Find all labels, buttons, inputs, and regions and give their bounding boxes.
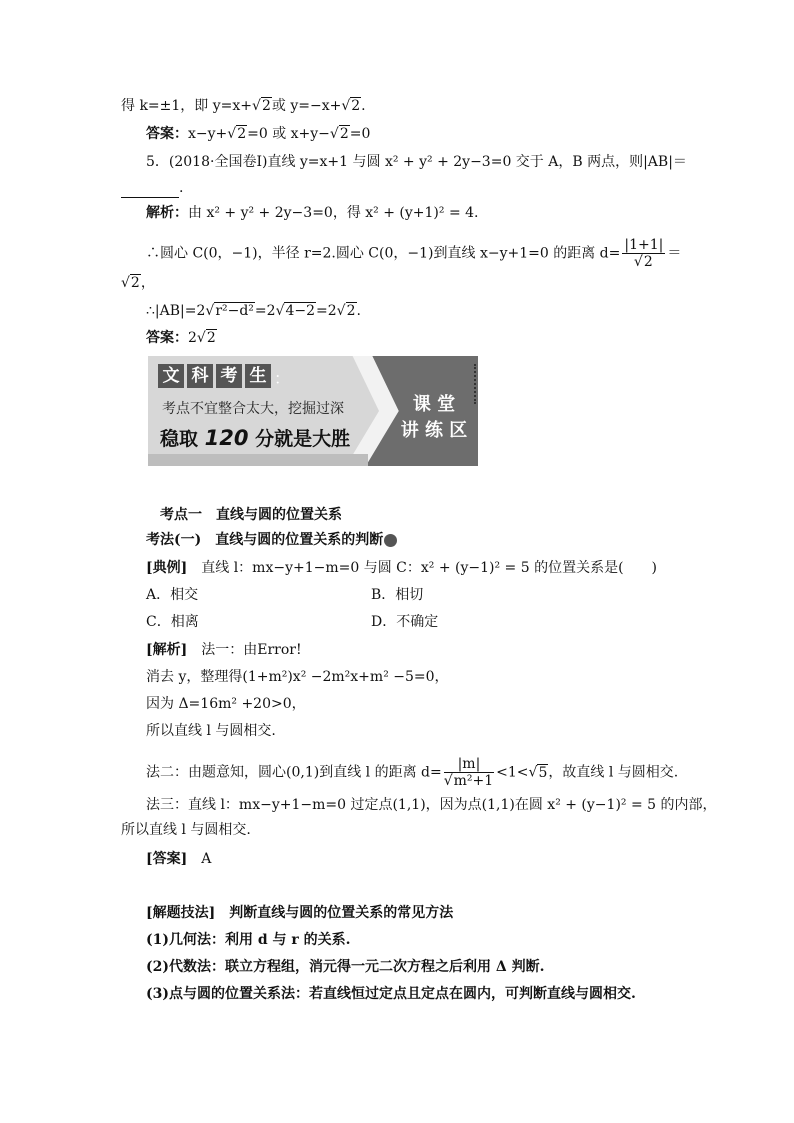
answer-label: 答案： <box>146 126 188 142</box>
banner-tag: 生 <box>245 364 271 388</box>
fraction-denominator: √m²+1 <box>443 773 494 789</box>
sqrt-value: 2 <box>643 254 653 270</box>
analysis-method-3-wrap: 所以直线 l 与圆相交. <box>121 822 251 838</box>
text-segment: ＝ <box>667 245 682 262</box>
sqrt-value: 4−2 <box>285 303 316 319</box>
banner-right-line: 课 堂 <box>412 394 456 415</box>
answer-line: 答案：x−y+√2=0 或 x+y−√2=0 <box>146 126 371 142</box>
text-segment: 2 <box>188 330 197 346</box>
answer-blank <box>121 183 179 198</box>
solution-text: 由 x² + y² + 2y−3=0，得 x² + (y+1)² = 4. <box>188 205 479 221</box>
answer-line-5: 答案：2√2 <box>146 330 216 346</box>
text-segment: =2 <box>254 303 276 319</box>
text-segment: ，故直线 l 与圆相交. <box>548 764 679 781</box>
text-segment: 分就是大胜 <box>248 428 351 450</box>
sqrt-value: 2 <box>237 126 247 142</box>
sqrt-value: 5 <box>538 764 548 781</box>
solution-line-k: 得 k=±1，即 y=x+√2或 y=−x+√2. <box>121 98 366 114</box>
option-c: C．相离 <box>146 614 199 630</box>
text-segment: ∴|AB|=2 <box>146 303 206 319</box>
text-segment: =0 或 x+y− <box>247 126 330 142</box>
banner-subtitle: 考点不宜整合太大，挖掘过深 <box>162 401 344 417</box>
banner-colon: ： <box>274 369 291 388</box>
section-banner <box>148 356 478 466</box>
bullet-dot-icon <box>384 534 397 547</box>
analysis-line-1 <box>146 640 302 660</box>
method-point-2: (2)代数法：联立方程组，消元得一元二次方程之后利用 Δ 判断. <box>146 959 545 975</box>
banner-right-line: 讲 练 区 <box>400 420 468 441</box>
sqrt-value: 2 <box>339 126 349 142</box>
method-point-1: (1)几何法：利用 d 与 r 的关系. <box>146 932 351 948</box>
question-text: 5．(2018·全国卷Ⅰ)直线 y=x+1 与圆 x² + y² + 2y−3=0 交于 A，B 两点，则|AB|＝ <box>146 154 687 170</box>
banner-dotted-edge <box>471 364 476 404</box>
analysis-text: 法一：由Error! <box>201 642 302 658</box>
text-segment: <1< <box>496 764 529 781</box>
analysis-method-2: 法二：由题意知，圆心(0,1)到直线 l 的距离 d= $\frac{|m|}{\text{√m²+1}}$ <1<√5，故直线 l 与圆相交. <box>146 756 679 789</box>
answer-bracket-line <box>146 849 211 869</box>
text-segment: 稳取 <box>160 428 205 450</box>
banner-right-title <box>396 392 472 444</box>
analysis-line-2: 消去 y，整理得(1+m²)x² −2m²x+m² −5=0， <box>146 669 449 685</box>
sqrt-value: r²−d² <box>215 303 254 319</box>
banner-tag: 考 <box>216 364 242 388</box>
fraction-numerator: |m| <box>444 756 494 773</box>
analysis-line-4: 所以直线 l 与圆相交. <box>146 723 276 739</box>
sqrt-value: 2 <box>206 330 216 346</box>
example-line <box>146 558 657 578</box>
analysis-label: [解析] <box>146 642 188 658</box>
option-b: B．相切 <box>371 587 424 603</box>
banner-tag-row <box>158 364 290 394</box>
subsection-heading <box>146 530 397 550</box>
method-title: 判断直线与圆的位置关系的常见方法 <box>229 905 454 921</box>
solution-label: 解析： <box>146 205 188 221</box>
option-d: D．不确定 <box>371 614 439 630</box>
text-segment: . <box>361 98 366 114</box>
option-a: A．相交 <box>146 587 199 603</box>
text-segment: ， <box>140 275 155 291</box>
solution-line-3: ∴|AB|=2√r²−d²=2√4−2=2√2. <box>146 303 361 319</box>
fraction-denominator: √2 <box>633 254 653 270</box>
sqrt-value: 2 <box>346 303 356 319</box>
text-segment: . <box>179 180 184 196</box>
text-segment: 得 k=±1，即 y=x+ <box>121 98 253 114</box>
answer-label: 答案： <box>146 330 188 346</box>
sqrt-value: 2 <box>130 275 140 291</box>
banner-bottom-bar <box>148 454 368 466</box>
text-segment: =0 <box>349 126 371 142</box>
section-heading: 考点一 直线与圆的位置关系 <box>160 507 342 523</box>
sqrt-value: 2 <box>261 98 271 114</box>
sqrt-value: 2 <box>351 98 361 114</box>
solution-line-1 <box>146 203 479 223</box>
text-segment: x−y+ <box>188 126 228 142</box>
distance-fraction <box>622 237 665 270</box>
analysis-method-3: 法三：直线 l：mx−y+1−m=0 过定点(1,1)，因为点(1,1)在圆 x² + (y−1)² = 5 的内部， <box>146 797 717 813</box>
answer-label: [答案] <box>146 851 188 867</box>
sqrt-value: m²+1 <box>453 773 494 789</box>
analysis-text: 法二：由题意知，圆心(0,1)到直线 l 的距离 d= <box>146 764 442 781</box>
text-segment: . <box>356 303 361 319</box>
text-segment: =2 <box>316 303 337 319</box>
question-5-blank <box>121 178 183 198</box>
subsection-text: 考法(一) 直线与圆的位置关系的判断 <box>146 532 384 548</box>
banner-tag: 文 <box>158 364 184 388</box>
question-5 <box>146 152 687 172</box>
example-text: 直线 l：mx−y+1−m=0 与圆 C：x² + (y−1)² = 5 的位置关系是( ) <box>201 560 658 576</box>
method-point-3: (3)点与圆的位置关系法：若直线恒过定点且定点在圆内，可判断直线与圆相交. <box>146 986 636 1002</box>
solution-line-2 <box>146 237 681 270</box>
text-segment: 或 y=−x+ <box>271 98 342 114</box>
banner-number: 120 <box>204 426 249 450</box>
analysis-line-3: 因为 Δ=16m² +20>0， <box>146 696 306 712</box>
banner-tag: 科 <box>187 364 213 388</box>
method-label: [解题技法] <box>146 905 216 921</box>
method-heading <box>146 903 453 923</box>
banner-headline <box>160 424 350 451</box>
distance-fraction <box>444 756 494 789</box>
example-label: [典例] <box>146 560 188 576</box>
fraction-numerator: |1+1| <box>624 237 664 253</box>
answer-value: A <box>201 851 212 867</box>
solution-text: ∴圆心 C(0，−1)，半径 r=2.圆心 C(0，−1)到直线 x−y+1=0 的距离 d= <box>146 245 621 262</box>
solution-line-2-wrap: √2， <box>121 275 155 291</box>
